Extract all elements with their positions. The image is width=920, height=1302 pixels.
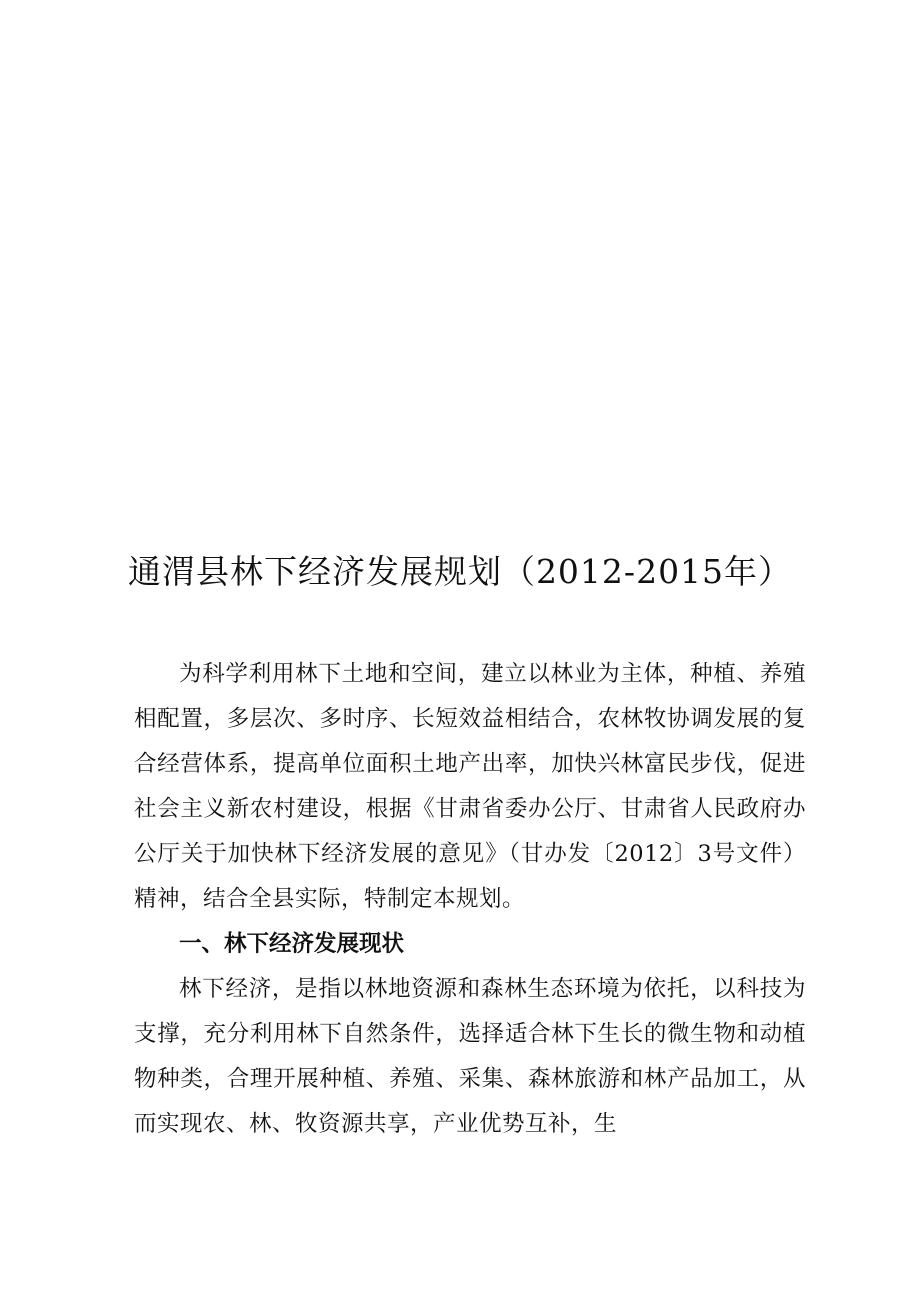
intro-paragraph: 为科学利用林下土地和空间，建立以林业为主体，种植、养殖相配置，多层次、多时序、长短效益相结合，农林牧协调发展的复合经营体系，提高单位面积土地产出率，加快兴林富民步伐，促进社会主义新农村建设，根据《甘肃省委办公厅、甘肃省人民政府办公厅关于加快林下经济发展的意见》（甘办发〔2012〕3号文件）精神，结合全县实际，特制定本规划。: [134, 661, 806, 912]
section-heading: 一、林下经济发展现状: [179, 931, 405, 957]
section-paragraph: 林下经济，是指以林地资源和森林生态环境为依托，以科技为支撑，充分利用林下自然条件，选择适合林下生长的微生物和动植物种类，合理开展种植、养殖、采集、森林旅游和林产品加工，从而实现农、林、牧资源共享，产业优势互补，生: [134, 976, 806, 1137]
document-title: 通渭县林下经济发展规划（2012-2015年）: [127, 552, 793, 591]
document-body: [134, 652, 806, 1147]
